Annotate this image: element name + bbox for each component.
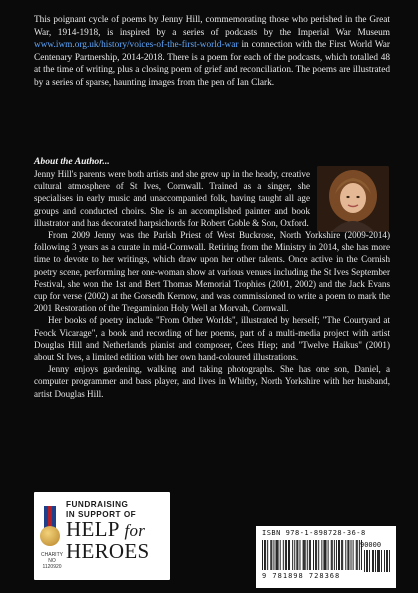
barcode-bar: [277, 540, 278, 570]
ribbon-icon: [44, 506, 56, 528]
barcode-bar: [262, 540, 263, 570]
barcode-bar: [336, 540, 337, 570]
addon-barcode-bar: [384, 550, 385, 572]
barcode-bar: [307, 540, 308, 570]
help-for-line: [66, 519, 149, 541]
barcode-bar: [289, 540, 290, 570]
addon-barcode-bar: [366, 550, 367, 572]
charity-number: [38, 552, 66, 570]
barcode-bar: [271, 540, 272, 570]
addon-barcode-bar: [364, 550, 365, 572]
barcode-bar: [357, 540, 358, 570]
blurb-text-before-link: This poignant cycle of poems by Jenny Hill, commemorating those who perished in the Great War, 1914-1918, is inspired by a series of podcasts by the Imperial War Museum: [34, 15, 390, 38]
barcode-bar: [278, 540, 279, 570]
barcode-bar: [310, 540, 311, 570]
addon-barcode-bar: [381, 550, 382, 572]
barcode-bar: [359, 540, 360, 570]
barcode-bar: [280, 540, 281, 570]
barcode-bar: [265, 540, 266, 570]
barcode-bar: [297, 540, 298, 570]
bio-paragraph-1: Jenny Hill's parents were both artists and she grew up in the heady, creative cultural atmosphere of St Ives, Cornwall. Trained as a singer, she specialises in early music and unaccompanied folk, having taught all age groups and conducted choirs. She is an accomplished painter and book illustrator and has decorated harpsichords for Robert Goble & Son, Oxford.: [34, 169, 310, 228]
barcode-bars: [262, 540, 362, 570]
help-for-heroes-logo: [34, 492, 170, 580]
addon-barcode-bar: [377, 550, 378, 572]
addon-barcode-bar: [375, 550, 376, 572]
barcode-bar: [331, 540, 332, 570]
barcode-bar: [303, 540, 304, 570]
addon-barcode-bar: [367, 550, 368, 572]
isbn-text: ISBN 978-1-898728-36-8: [262, 529, 366, 537]
barcode-bar: [309, 540, 310, 570]
addon-barcode-bar: [373, 550, 374, 572]
barcode-bar: [332, 540, 333, 570]
addon-barcode-bar: [379, 550, 380, 572]
barcode-bar: [267, 540, 268, 570]
barcode-bar: [305, 540, 306, 570]
barcode-bar: [339, 540, 340, 570]
barcode-bar: [338, 540, 339, 570]
barcode-bar: [313, 540, 314, 570]
addon-barcode-bar: [386, 550, 387, 572]
author-bio: [34, 168, 390, 400]
barcode-bar: [315, 540, 316, 570]
charity-no-label: CHARITY NO: [41, 552, 63, 564]
bio-paragraph-4: Jenny enjoys gardening, walking and taking photographs. She has one son, Daniel, a computer programmer and bass player, and lives in Whitby, North Yorkshire with her husband, artist Douglas Hill.: [34, 364, 390, 399]
barcode-bar: [348, 540, 349, 570]
addon-barcode-bar: [369, 550, 370, 572]
barcode-bar: [304, 540, 305, 570]
barcode-bar: [345, 540, 346, 570]
barcode-bar: [323, 540, 324, 570]
barcode-bar: [316, 540, 317, 570]
about-author-heading: About the Author...: [34, 156, 110, 167]
barcode-bar: [353, 540, 354, 570]
for-word: for: [124, 521, 146, 541]
barcode-bar: [328, 540, 329, 570]
barcode-bar: [342, 540, 343, 570]
barcode-bar: [347, 540, 348, 570]
blurb-text-after-link: in connection with the First World War Centenary Partnership, 2014-2018. There is a poem for each of the podcasts, which totalled 48 at the time of writing, plus a closing poem of grief and reconciliation. The poems are illustrated by a series of sparse, haunting images from the pen of Ian Clark.: [34, 40, 390, 88]
ean-number: 9 781898 728368: [262, 572, 341, 580]
barcode-bar: [351, 540, 352, 570]
barcode-bar: [361, 540, 362, 570]
barcode-bar: [341, 540, 342, 570]
charity-no-value: 1120920: [42, 564, 62, 570]
barcode-bar: [334, 540, 335, 570]
addon-barcode-bar: [387, 550, 388, 572]
barcode-bar: [321, 540, 322, 570]
barcode-bar: [356, 540, 357, 570]
price-code: 90000: [360, 541, 382, 549]
barcode-bar: [288, 540, 289, 570]
barcode-bar: [318, 540, 319, 570]
barcode-bar: [264, 540, 265, 570]
barcode-bar: [273, 540, 274, 570]
blurb-paragraph: [34, 14, 390, 90]
bio-paragraph-2: From 2009 Jenny was the Parish Priest of West Buckrose, North Yorkshire (2009-2014) following 3 years as a curate in mid-Cornwall. Retiring from the Ministry in 2014, she has more time to devote to her writings, which draw upon her other talents. Once active in the Cornish poetry scene, performing her one-woman show at various venues including the St Ives September Festival, she won the 1st and Bert Thomas Memorial Trophies (2001, 2002) and the Jack Evans cup for verse (2002) at the Gorsedh Kernow, and was commissioned to write a poem to mark the 2001 Restoration of the Tregaminion Holy Well at Morvah, Cornwall.: [34, 230, 390, 314]
heroes-word: HEROES: [66, 539, 150, 564]
fundraising-line: FUNDRAISING: [66, 500, 129, 509]
iwm-link[interactable]: www.iwm.org.uk/history/voices-of-the-first-world-war: [34, 40, 239, 51]
barcode-bar: [286, 540, 287, 570]
barcode-bar: [285, 540, 286, 570]
support-line: IN SUPPORT OF: [66, 509, 137, 519]
barcode-bar: [325, 540, 326, 570]
barcode-bar: [300, 540, 301, 570]
addon-barcode-bar: [389, 550, 390, 572]
isbn-barcode: [256, 526, 396, 588]
medal-icon: [40, 526, 60, 546]
barcode-bar: [294, 540, 295, 570]
addon-barcode-bars: [364, 550, 390, 572]
barcode-bar: [276, 540, 277, 570]
charity-text: [66, 500, 149, 562]
barcode-bar: [292, 540, 293, 570]
barcode-bar: [270, 540, 271, 570]
barcode-bar: [326, 540, 327, 570]
help-word: HELP: [66, 517, 119, 542]
addon-barcode-bar: [378, 550, 379, 572]
bio-paragraph-3: Her books of poetry include "From Other Worlds", illustrated by herself; "The Courtyard at Feock Vicarage", a book and recording of her poems, part of a multi-media project with artist Douglas Hill and Netherlands pianist and composer, Cees Hiep; and "Twelve Haikus" (2001) about St Ives, a limited edition with her own hand-coloured illustrations.: [34, 315, 390, 363]
barcode-bar: [283, 540, 284, 570]
barcode-bar: [296, 540, 297, 570]
addon-barcode-bar: [372, 550, 373, 572]
